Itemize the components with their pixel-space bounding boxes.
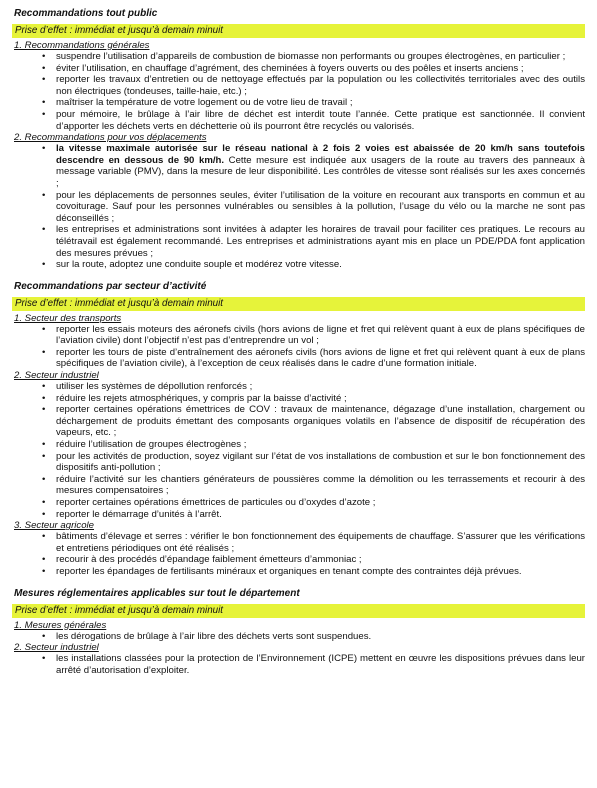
- list-item: • reporter le démarrage d’unités à l’arrêt.: [56, 509, 585, 521]
- list-industry-measures: [12, 653, 585, 676]
- list-item: • les installations classées pour la protection de l’Environnement (ICPE) mettent en œuvre les dispositions prévues dans leur arrêté d’autorisation d’exploiter.: [56, 653, 585, 676]
- list-item: • réduire l’utilisation de groupes électrogènes ;: [56, 439, 585, 451]
- list-industry: [12, 381, 585, 520]
- section-title-regulatory: Mesures réglementaires applicables sur tout le département: [14, 587, 300, 599]
- list-item: • réduire les rejets atmosphériques, y compris par la baisse d’activité ;: [56, 393, 585, 405]
- list-item: • reporter certaines opérations émettrices de particules ou d’oxydes d’azote ;: [56, 497, 585, 509]
- list-item: • pour les activités de production, soyez vigilant sur l’état de vos installations de combustion et sur le bon fonctionnement des dispositifs anti-pollution ;: [56, 451, 585, 474]
- list-item: [56, 143, 585, 189]
- list-item: • sur la route, adoptez une conduite souple et modérez votre vitesse.: [56, 259, 585, 271]
- list-item: • reporter les épandages de fertilisants minéraux et organiques en tenant compte des contraintes déjà prévues.: [56, 566, 585, 578]
- list-item: • recourir à des procédés d’épandage faiblement émetteurs d’ammoniac ;: [56, 554, 585, 566]
- list-item: • les entreprises et administrations sont invitées à adapter les horaires de travail pour faciliter ces pratiques. Le recours au télétravail est également recommandé. Les entreprises et administrations ayant mis en place un PDE/PDA font application des mesures prévues ;: [56, 224, 585, 259]
- effect-band: Prise d’effet : immédiat et jusqu’à demain minuit: [12, 297, 585, 311]
- subheading-industry-measures: 2. Secteur industriel: [14, 642, 99, 654]
- effect-band: Prise d’effet : immédiat et jusqu’à demain minuit: [12, 24, 585, 38]
- subheading-industry: 2. Secteur industriel: [14, 370, 99, 382]
- subheading-general: 1. Recommandations générales: [14, 40, 150, 51]
- list-agriculture: [12, 531, 585, 577]
- list-item: • suspendre l’utilisation d’appareils de combustion de biomasse non performants ou groupes électrogènes, en particulier ;: [56, 51, 585, 63]
- subheading-general-measures: 1. Mesures générales: [14, 619, 107, 631]
- list-item: • les dérogations de brûlage à l’air libre des déchets verts sont suspendues.: [56, 631, 585, 643]
- list-item: • pour mémoire, le brûlage à l’air libre de déchet est interdit toute l’année. Cette pratique est sanctionnée. Il convient d’apporter les déchets verts en déchetterie où ils pourront être recyclés ou valorisés.: [56, 109, 585, 132]
- list-item: • reporter les tours de piste d’entraînement des aéronefs civils (hors avions de ligne et fret qui relèvent quant à eux de plans spécifiques de l’aviation civile), à l’exception de ceux réalisés dans le cadre d’une formation initiale.: [56, 347, 585, 370]
- subheading-agriculture: 3. Secteur agricole: [14, 520, 94, 532]
- list-travel: [12, 143, 585, 271]
- list-general: [12, 51, 585, 132]
- subheading-transport: 1. Secteur des transports: [14, 312, 122, 324]
- list-item: • reporter les travaux d’entretien ou de nettoyage effectués par la population ou les collectivités territoriales avec des outils non électriques (tondeuses, taille-haie, etc.) ;: [56, 74, 585, 97]
- speed-limit-detail: Cette mesure est indiquée aux usagers de la route au travers des panneaux à message variable (PMV), dans la mesure de leur disponibilité. Les contrôles de vitesse sont réalisés sur les axes concernés ;: [56, 154, 585, 189]
- section-title-sector: Recommandations par secteur d’activité: [14, 280, 207, 292]
- speed-limit-text: la vitesse maximale autorisée sur le réseau national à 2 fois 2 voies est abaissée de 20 km/h sans toutefois descendre en dessous de 90 km/h.: [56, 143, 585, 166]
- section-title-public: Recommandations tout public: [14, 8, 158, 19]
- subheading-travel: 2. Recommandations pour vos déplacements: [14, 132, 207, 144]
- effect-band: Prise d’effet : immédiat et jusqu’à demain minuit: [12, 604, 585, 618]
- list-item: • reporter certaines opérations émettrices de COV : travaux de maintenance, dégazage d’une installation, chargement ou déchargement de produits émettant des composants organiques volatils en l’absence de dispositif de récupération des vapeurs, etc. ;: [56, 404, 585, 439]
- list-item: • maîtriser la température de votre logement ou de votre lieu de travail ;: [56, 97, 585, 109]
- list-general-measures: [12, 631, 585, 643]
- list-item: • pour les déplacements de personnes seules, éviter l’utilisation de la voiture en recourant aux transports en commun et au covoiturage. Sauf pour les personnes vulnérables ou sensibles à la pollution, l’usage du vélo ou la marche ne sont pas déconseillés ;: [56, 190, 585, 225]
- list-item: • utiliser les systèmes de dépollution renforcés ;: [56, 381, 585, 393]
- list-item: • reporter les essais moteurs des aéronefs civils (hors avions de ligne et fret qui relèvent quant à eux de plans spécifiques de l’aviation civile) dont l’objectif n’est pas d’entreprendre un vol ;: [56, 324, 585, 347]
- list-item: • bâtiments d’élevage et serres : vérifier le bon fonctionnement des équipements de chauffage. S’assurer que les vérifications et entretiens périodiques ont été réalisés ;: [56, 531, 585, 554]
- list-item: • éviter l’utilisation, en chauffage d’agrément, des cheminées à foyers ouverts ou des poêles et inserts anciens ;: [56, 63, 585, 75]
- list-item: • réduire l’activité sur les chantiers générateurs de poussières comme la démolition ou les terrassements et recourir à des mesures compensatoires ;: [56, 474, 585, 497]
- list-transport: [12, 324, 585, 370]
